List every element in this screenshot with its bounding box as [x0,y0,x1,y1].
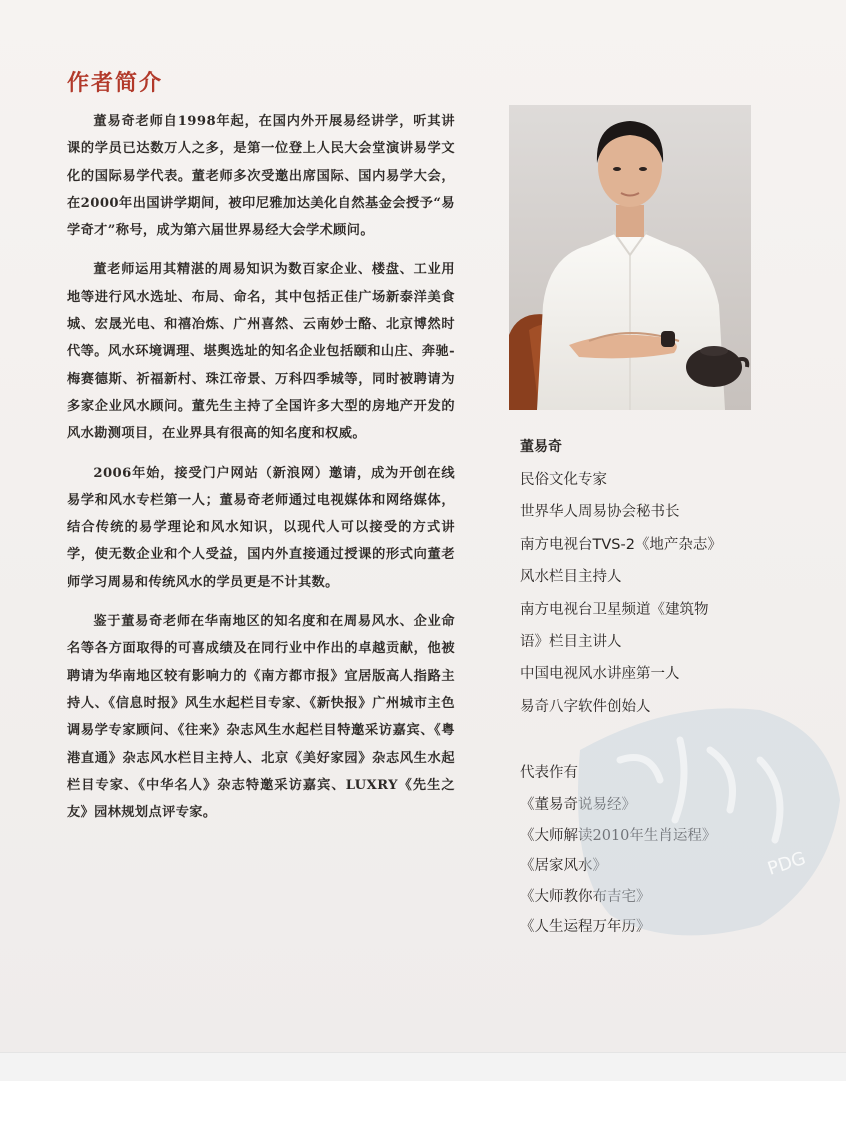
scan-bottom-strip [0,1052,846,1081]
work-title: 《居家风水》 [520,858,607,875]
author-role: 易奇八字软件创始人 [520,698,651,715]
works-heading: 代表作有 [520,765,578,782]
author-role: 语》栏目主讲人 [520,634,622,651]
bio-paragraph-2: 董老师运用其精湛的周易知识为数百家企业、楼盘、工业用地等进行风水选址、布局、命名，其中包括正佳广场新泰洋美食城、宏晟光电、和禧冶炼、广州喜然、云南妙士酪、北京博然时代等。风水环境调理、堪舆选址的知名企业包括颐和山庄、奔驰-梅赛德斯、祈福新村、珠江帝景、万科四季城等，同时被聘请为多家企业风水顾问。董先生主持了全国许多大型的房地产开发的风水勘测项目，在业界具有很高的知名度和权威。 [67,262,455,442]
author-role: 世界华人周易协会秘书长 [520,504,680,521]
author-role: 南方电视台卫星频道《建筑物 [520,601,709,618]
work-title: 《大师解读2010年生肖运程》 [520,827,717,844]
work-title: 《董易奇说易经》 [520,797,636,814]
author-roles-list [520,464,800,723]
author-role: 风水栏目主持人 [520,569,622,586]
works-list [520,790,800,943]
author-role: 南方电视台TVS-2《地产杂志》 [520,536,722,553]
page-title: 作者简介 [67,71,164,96]
author-name: 董易奇 [520,439,562,455]
work-title: 《人生运程万年历》 [520,919,651,936]
bio-text [67,108,455,838]
author-role: 中国电视风水讲座第一人 [520,666,680,683]
watermark-text: PDG [765,847,809,880]
author-photo [509,105,751,410]
bio-paragraph-4: 鉴于董易奇老师在华南地区的知名度和在周易风水、企业命名等各方面取得的可喜成绩及在同行业中作出的卓越贡献，他被聘请为华南地区较有影响力的《南方都市报》宜居版高人指路主持人、《信息时报》风生水起栏目专家、《新快报》广州城市主色调易学专家顾问、《往来》杂志风生水起栏目特邀采访嘉宾、《粤港直通》杂志风水栏目主持人、北京《美好家园》杂志风生水起栏目专家、《中华名人》杂志特邀采访嘉宾、LUXRY《先生之友》园林规划点评专家。 [67,614,455,821]
bio-paragraph-3: 2006年始，接受门户网站（新浪网）邀请，成为开创在线易学和风水专栏第一人；董易奇老师通过电视媒体和网络媒体，结合传统的易学理论和风水知识，以现代人可以接受的方式讲学，使无数企业和个人受益，国内外直接通过授课的形式向董老师学习周易和传统风水的学员更是不计其数。 [67,465,455,590]
work-title: 《大师教你布吉宅》 [520,888,651,905]
bio-paragraph-1: 董易奇老师自1998年起，在国内外开展易经讲学，听其讲课的学员已达数万人之多，是第一位登上人民大会堂演讲易学文化的国际易学代表。董老师多次受邀出席国际、国内易学大会，在2000年出国讲学期间，被印尼雅加达美化自然基金会授予“易学奇才”称号，成为第六届世界易经大会学术顾问。 [67,114,455,239]
author-portrait-illustration [509,105,751,410]
author-role: 民俗文化专家 [520,472,607,488]
author-info [520,436,800,943]
